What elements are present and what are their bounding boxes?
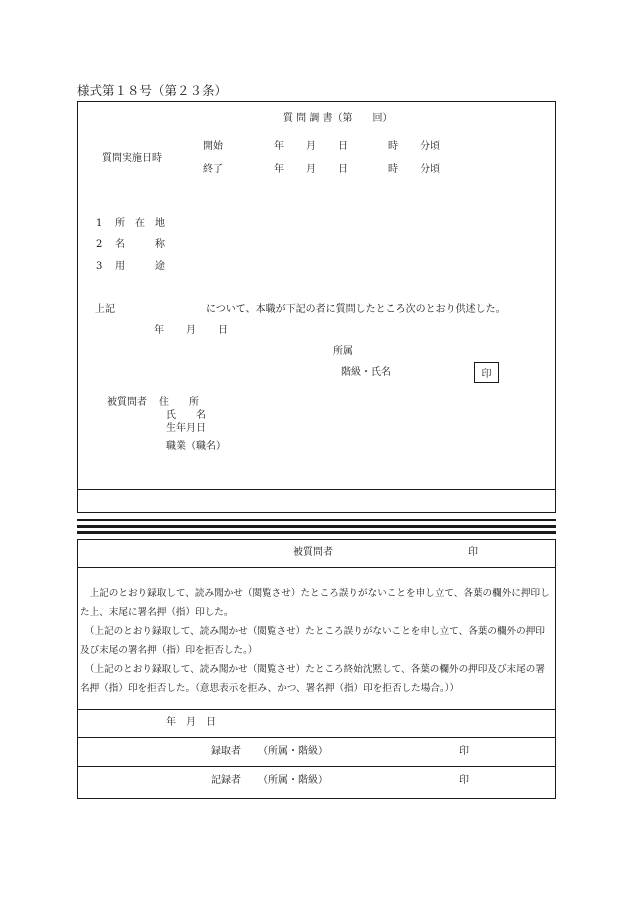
recorder-affiliation: （所属・階級） — [258, 746, 328, 757]
date-year: 年 — [154, 325, 164, 336]
form-label: 様式第１８号（第２３条） — [77, 83, 228, 98]
statement-prefix: 上記 — [95, 304, 115, 315]
start-label: 開始 — [203, 141, 223, 152]
start-minute: 分頃 — [420, 141, 440, 152]
closing-paragraph-3: （上記のとおり録取して、読み聞かせ（閲覧させ）たところ終始沈黙して、各葉の欄外の押印及び末尾の署名押（指）印を拒否した。（意思表示を拒み、かつ、署名押（指）印を拒否した場合。）） — [80, 664, 545, 694]
page-break-rule-2 — [77, 525, 556, 528]
recorder-seal: 印 — [459, 746, 469, 757]
end-month: 月 — [306, 164, 316, 175]
respondent-name: 氏 名 — [166, 410, 206, 421]
divider — [77, 737, 556, 738]
property-num-3: 3 — [96, 261, 103, 272]
closing-paragraphs — [80, 584, 554, 698]
respondent-occupation: 職業（職名） — [166, 441, 226, 452]
document-title: 質 問 調 書（第 回） — [283, 113, 393, 124]
property-num-2: 2 — [96, 239, 103, 250]
property-label-name: 名 称 — [115, 239, 165, 250]
officer-seal-box: 印 — [474, 362, 499, 383]
closing-paragraph-2: （上記のとおり録取して、読み聞かせ（閲覧させ）たところ誤りがないことを申し立て、各葉の欄外の押印及び末尾の署名押（指）印を拒否した。） — [80, 626, 545, 656]
start-hour: 時 — [388, 141, 398, 152]
writer-seal: 印 — [459, 775, 469, 786]
divider — [77, 489, 556, 490]
respondent-label: 被質問者 — [107, 397, 147, 408]
recorder-label: 録取者 — [211, 746, 241, 757]
footer-month: 月 — [186, 717, 196, 728]
statement-text: について、本職が下記の者に質問したところ次のとおり供述した。 — [206, 304, 506, 315]
divider — [77, 567, 556, 568]
page-break-rule-1 — [77, 519, 556, 521]
date-day: 日 — [218, 325, 228, 336]
officer-rank-name: 階級・氏名 — [341, 367, 391, 378]
footer-year: 年 — [166, 717, 176, 728]
respondent-address: 住 所 — [159, 397, 199, 408]
end-hour: 時 — [388, 164, 398, 175]
schedule-label: 質問実施日時 — [102, 153, 162, 164]
date-month: 月 — [186, 325, 196, 336]
footer-day: 日 — [206, 717, 216, 728]
end-label: 終了 — [203, 164, 223, 175]
writer-affiliation: （所属・階級） — [258, 775, 328, 786]
writer-label: 記録者 — [211, 775, 241, 786]
property-label-use: 用 途 — [115, 261, 165, 272]
end-minute: 分頃 — [420, 164, 440, 175]
start-day: 日 — [338, 141, 348, 152]
end-day: 日 — [338, 164, 348, 175]
end-year: 年 — [274, 164, 284, 175]
page-break-rule-3 — [77, 531, 556, 534]
closing-paragraph-1: 上記のとおり録取して、読み聞かせ（閲覧させ）たところ誤りがないことを申し立て、各葉の欄外に押印した上、末尾に署名押（指）印した。 — [80, 588, 550, 618]
property-label-location: 所 在 地 — [115, 218, 165, 229]
divider — [77, 709, 556, 710]
signature-label: 被質問者 — [293, 547, 333, 558]
start-year: 年 — [274, 141, 284, 152]
divider — [77, 766, 556, 767]
respondent-birthdate: 生年月日 — [166, 423, 206, 434]
officer-affiliation: 所属 — [333, 346, 353, 357]
property-num-1: 1 — [96, 218, 103, 229]
start-month: 月 — [306, 141, 316, 152]
signature-seal: 印 — [468, 547, 478, 558]
